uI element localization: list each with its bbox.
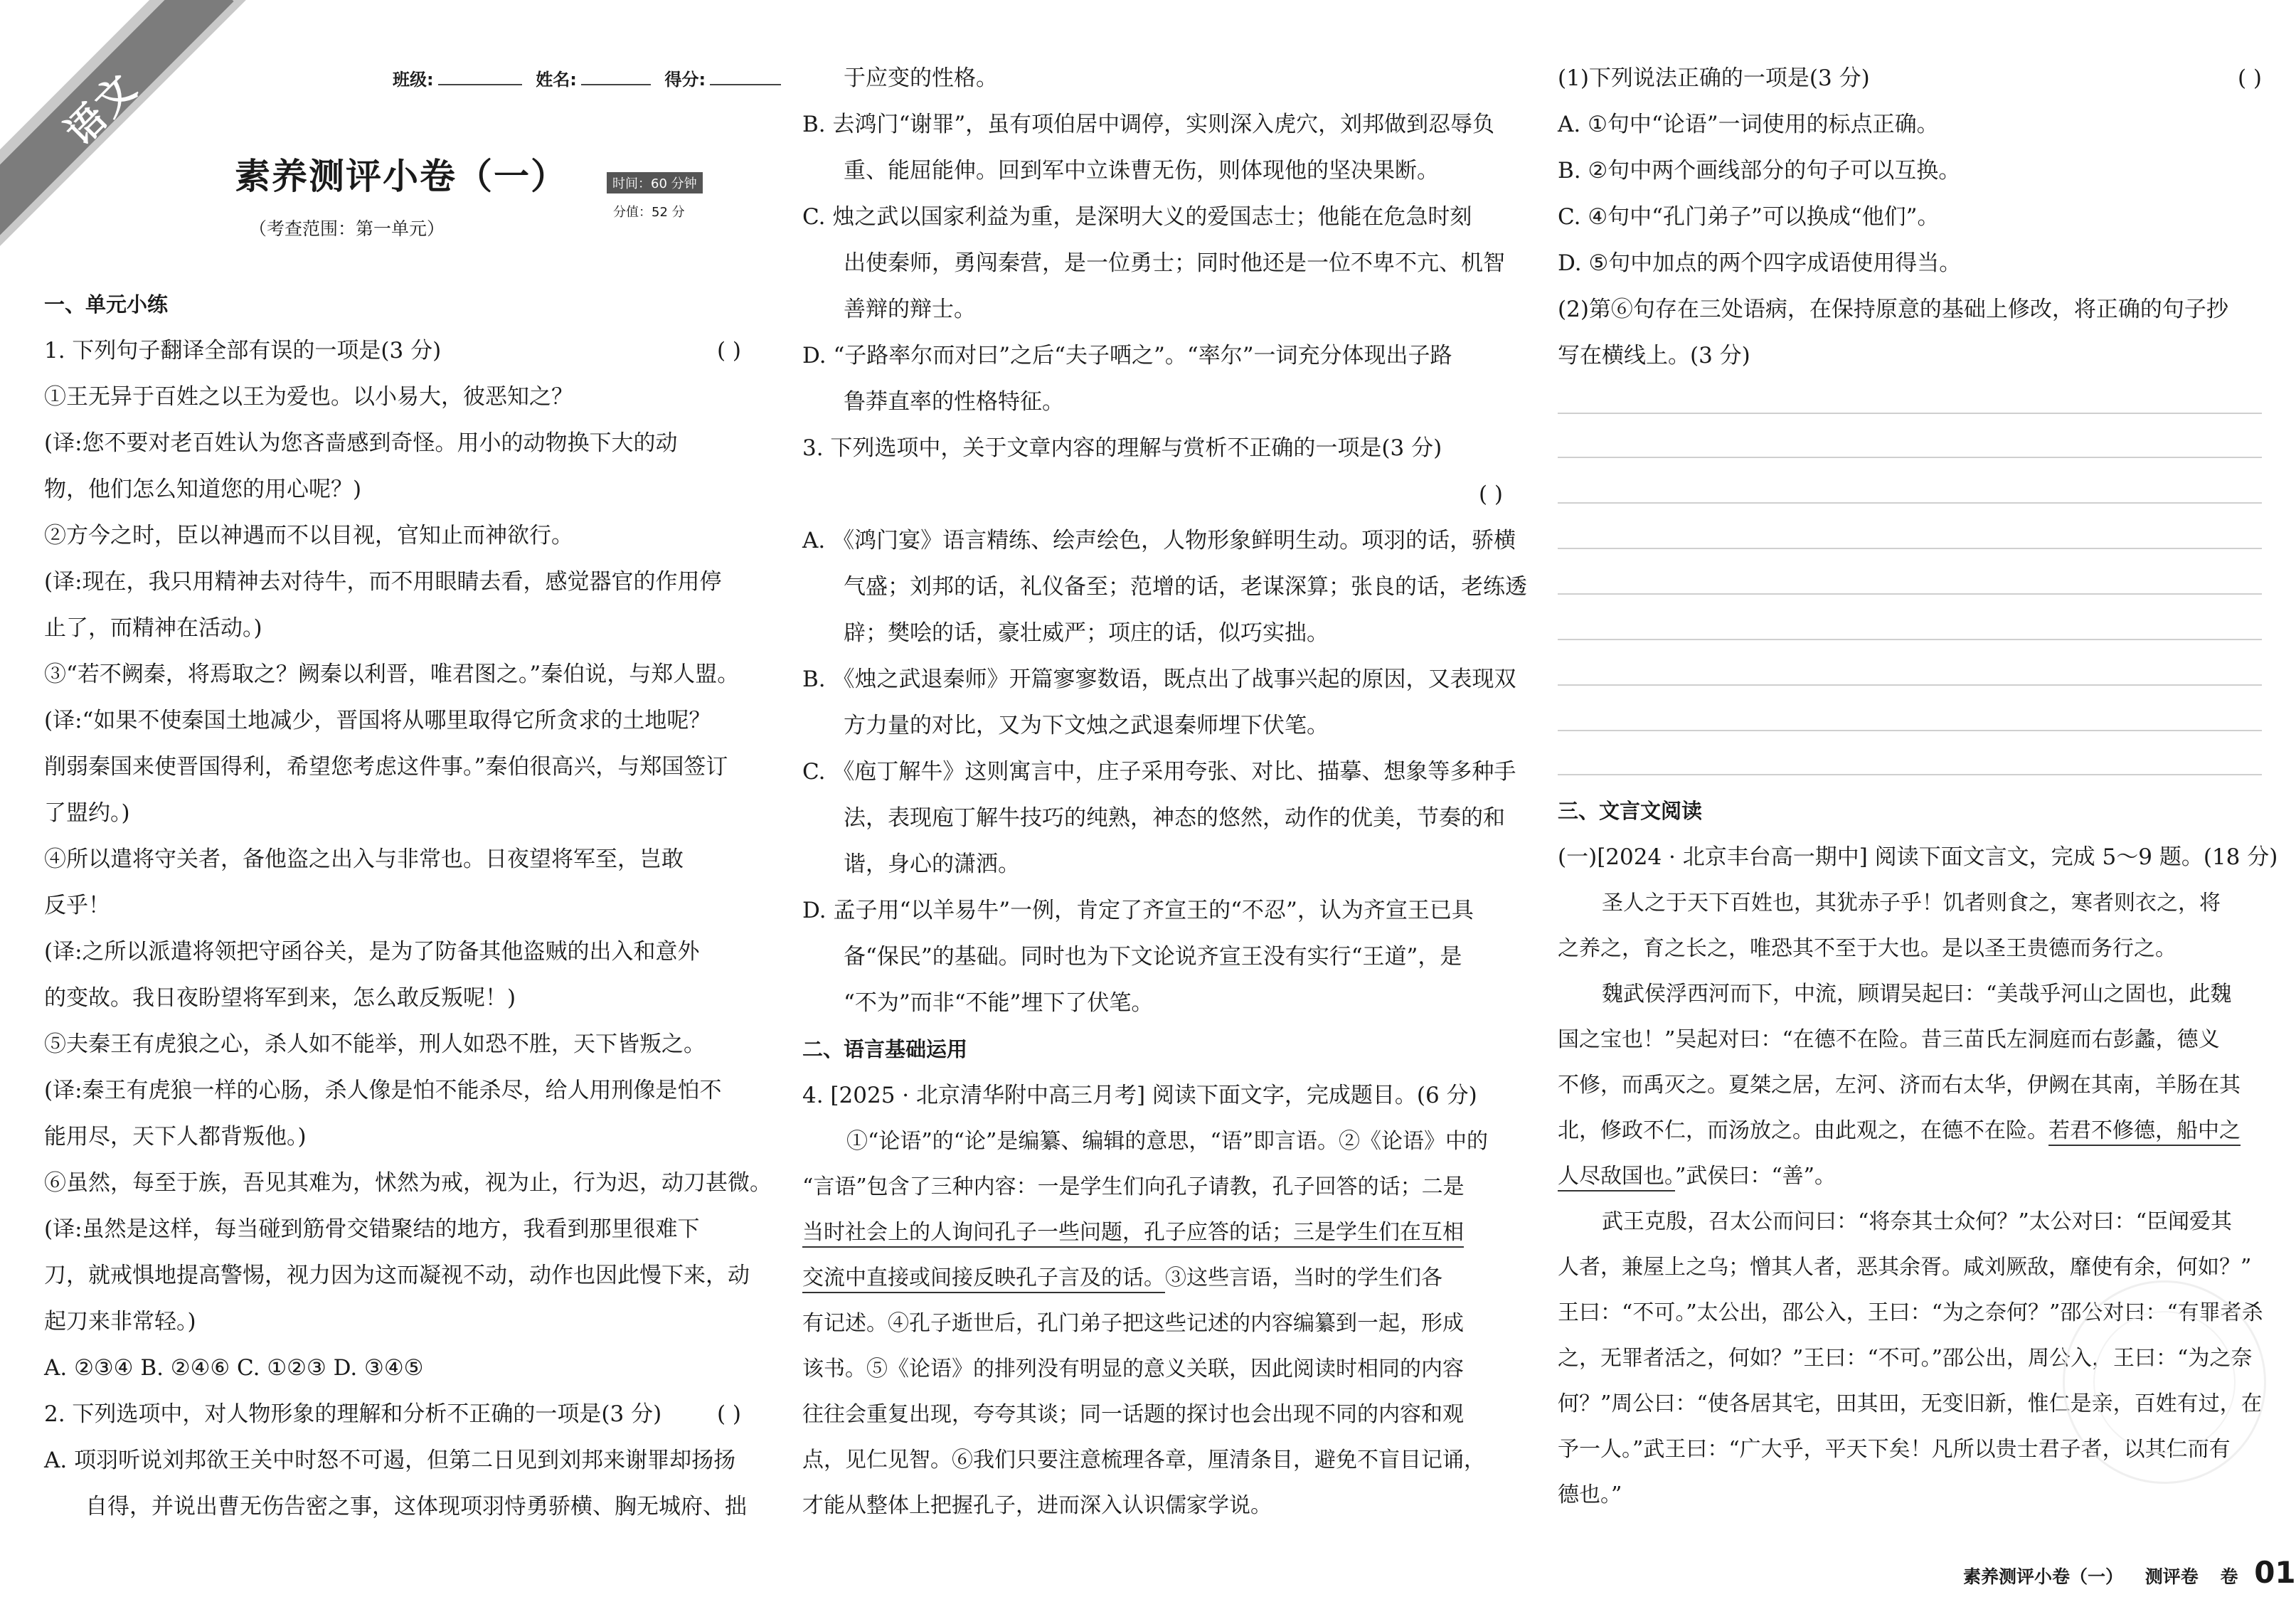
answer-paren[interactable]: ( ) xyxy=(1478,482,1503,507)
text-line: A. 《鸿门宴》语言精练、绘声绘色，人物形象鲜明生动。项羽的话，骄横 xyxy=(802,528,1516,553)
text-line: A. ①句中“论语”一词使用的标点正确。 xyxy=(1558,112,1939,137)
text-line: B. 去鸿门“谢罪”，虽有项伯居中调停，实则深入虎穴，刘邦做到忍辱负 xyxy=(802,112,1495,137)
exam-scope: （考查范围：第一单元） xyxy=(249,218,445,239)
answer-line[interactable] xyxy=(1558,639,2262,640)
text-line: (2)第⑥句存在三处语病，在保持原意的基础上修改，将正确的句子抄 xyxy=(1558,297,2228,322)
class-blank[interactable] xyxy=(438,84,522,85)
passage-line: 该书。⑤《论语》的排列没有明显的意义关联，因此阅读时相同的内容 xyxy=(802,1357,1464,1381)
passage-line: 才能从整体上把握孔子，进而深入认识儒家学说。 xyxy=(802,1493,1272,1518)
plain-text: ③这些言语，当时的学生们各 xyxy=(1165,1265,1442,1290)
paper-title: 素养测评小卷（一） xyxy=(235,156,568,197)
passage-line-underlined xyxy=(802,1256,1503,1301)
passage-line: 之，无罪者活之，何如？”王曰：“不可。”邵公出，周公入，王曰：“为之奈 xyxy=(1558,1346,2253,1371)
text-line: D. “子路率尔而对曰”之后“夫子哂之”。“率尔”一词充分体现出子路 xyxy=(802,343,1452,368)
text-line: (译:现在，我只用精神去对待牛，而不用眼睛去看，感觉器官的作用停 xyxy=(44,569,722,595)
plain-text: 北，修政不仁，而汤放之。由此观之，在德不在险。 xyxy=(1558,1118,2048,1143)
text-line: 起刀来非常轻。) xyxy=(44,1309,196,1334)
question-text: 1. 下列句子翻译全部有误的一项是(3 分) xyxy=(44,338,442,363)
text-line: ⑥虽然，每至于族，吾见其难为，怵然为戒，视为止，行为迟，动刀甚微。 xyxy=(44,1170,772,1196)
passage-line: 点，见仁见智。⑥我们只要注意梳理各章，厘清条目，避免不盲目记诵， xyxy=(802,1448,1485,1472)
underlined-text: 若君不修德，船中之 xyxy=(2048,1118,2241,1146)
text-line: 谐，身心的潇洒。 xyxy=(844,851,1020,877)
passage-line: 之养之，育之长之，唯恐其不至于大也。是以圣王贵德而务行之。 xyxy=(1558,936,2177,961)
text-line: 反乎！ xyxy=(44,893,110,918)
name-blank[interactable] xyxy=(581,84,651,85)
passage-line-underlined xyxy=(802,1210,1503,1256)
text-line: (译:虽然是这样，每当碰到筋骨交错聚结的地方，我看到那里很难下 xyxy=(44,1216,700,1242)
text-line: “不为”而非“不能”埋下了伏笔。 xyxy=(844,990,1154,1016)
time-badge: 时间：60 分钟 xyxy=(607,172,703,193)
section-heading: 一、单元小练 xyxy=(44,292,169,317)
subject-label: 语文 xyxy=(56,64,147,154)
passage-line: 予一人。”武王曰：“广大乎，平天下矣！凡所以贵士君子者，以其仁而有 xyxy=(1558,1437,2231,1462)
text-line: 法，表现庖丁解牛技巧的纯熟，神态的悠然，动作的优美，节奏的和 xyxy=(844,805,1505,831)
answer-line[interactable] xyxy=(1558,593,2262,595)
section-heading: 三、文言文阅读 xyxy=(1558,799,1703,823)
text-line: 鲁莽直率的性格特征。 xyxy=(844,389,1064,415)
column-3-top xyxy=(1558,55,2262,379)
text-line: ②方今之时，臣以神遇而不以目视，官知止而神欲行。 xyxy=(44,523,573,548)
text-line: ③“若不阙秦，将焉取之？阙秦以利晋，唯君图之。”秦伯说，与郑人盟。 xyxy=(44,662,740,687)
answer-line[interactable] xyxy=(1558,730,2262,731)
passage-line: 圣人之于天下百姓也，其犹赤子乎！饥者则食之，寒者则衣之，将 xyxy=(1602,891,2221,916)
answer-line[interactable] xyxy=(1558,684,2262,686)
question-line xyxy=(44,328,741,374)
text-line: B. ②句中两个画线部分的句子可以互换。 xyxy=(1558,158,1961,184)
question-line xyxy=(802,1073,1503,1119)
passage-line-underlined xyxy=(1558,1108,2262,1154)
text-line: (译:秦王有虎狼一样的心肠，杀人像是怕不能杀尽，给人用刑像是怕不 xyxy=(44,1078,722,1103)
text-line: 写在横线上。(3 分) xyxy=(1558,343,1750,368)
passage-line: 德也。” xyxy=(1558,1482,1622,1507)
score-label: 得分: xyxy=(664,70,706,90)
text-line: 物，他们怎么知道您的用心呢？) xyxy=(44,477,362,502)
question-line xyxy=(802,472,1503,518)
question-line xyxy=(1558,55,2262,102)
text-line: (一)[2024 · 北京丰台高一期中] 阅读下面文言文，完成 5～9 题。(18 分) xyxy=(1558,844,2278,870)
question-line xyxy=(44,1391,741,1438)
watermark-stamp xyxy=(2063,1280,2266,1484)
passage-line: 人者，兼屋上之乌；憎其人者，恶其余胥。咸刘厥敌，靡使有余，何如？” xyxy=(1558,1255,2252,1280)
passage-line: 往往会重复出现，夸夸其谈；同一话题的探讨也会出现不同的内容和观 xyxy=(802,1402,1464,1427)
text-line: C. ④句中“孔门弟子”可以换成“他们”。 xyxy=(1558,204,1940,230)
text-line: 方力量的对比，又为下文烛之武退秦师埋下伏笔。 xyxy=(844,713,1329,738)
text-line: 气盛；刘邦的话，礼仪备至；范增的话，老谋深算；张良的话，老练透 xyxy=(844,574,1527,600)
passage-line: 有记述。④孔子逝世后，孔门弟子把这些记述的内容编纂到一起，形成 xyxy=(802,1311,1464,1336)
passage-line: 国之宝也！”吴起对曰：“在德不在险。昔三苗氏左洞庭而右彭蠡，德义 xyxy=(1558,1027,2220,1052)
column-1 xyxy=(44,282,772,1530)
text-line: D. 孟子用“以羊易牛”一例，肯定了齐宣王的“不忍”，认为齐宣王已具 xyxy=(802,898,1474,923)
answer-paren[interactable]: ( ) xyxy=(2237,65,2262,91)
column-2 xyxy=(802,55,1527,1529)
plain-text: ”武侯曰：“善”。 xyxy=(1675,1164,1837,1189)
text-line: (译:之所以派遣将领把守函谷关，是为了防备其他盗贼的出入和意外 xyxy=(44,939,700,965)
underlined-text: 当时社会上的人询问孔子一些问题，孔子应答的话；三是学生们在互相 xyxy=(802,1220,1464,1248)
text-line: (译:“如果不使秦国土地减少，晋国将从哪里取得它所贪求的土地呢？ xyxy=(44,708,711,733)
text-line: 止了，而精神在活动。) xyxy=(44,615,262,641)
text-line: B. 《烛之武退秦师》开篇寥寥数语，既点出了战事兴起的原因，又表现双 xyxy=(802,667,1516,692)
page-footer xyxy=(1963,1555,2296,1590)
subject-corner-badge xyxy=(0,0,235,235)
text-line: 3. 下列选项中，关于文章内容的理解与赏析不正确的一项是(3 分) xyxy=(802,435,1442,461)
section-heading: 二、语言基础运用 xyxy=(802,1037,968,1061)
text-line: A. 项羽听说刘邦欲王关中时怒不可遏，但第二日见到刘邦来谢罪却扬扬 xyxy=(44,1448,736,1473)
name-label: 姓名: xyxy=(536,70,577,90)
text-line: 辟；樊哙的话，豪壮威严；项庄的话，似巧实拙。 xyxy=(844,620,1329,646)
footer-label-2: 卷 xyxy=(2220,1566,2238,1587)
question-text: 2. 下列选项中，对人物形象的理解和分析不正确的一项是(3 分) xyxy=(44,1401,662,1427)
text-line: (译:您不要对老百姓认为您吝啬感到奇怪。用小的动物换下大的动 xyxy=(44,430,678,456)
answer-line[interactable] xyxy=(1558,774,2262,775)
class-label: 班级: xyxy=(393,70,434,90)
text-line: 善辩的辩士。 xyxy=(844,297,976,322)
text-line: C. 烛之武以国家利益为重，是深明大义的爱国志士；他能在危急时刻 xyxy=(802,204,1472,230)
page-number: 01 xyxy=(2254,1555,2296,1590)
score-blank[interactable] xyxy=(710,84,781,85)
text-line: 削弱秦国来使晋国得利，希望您考虑这件事。”秦伯很高兴，与郑国签订 xyxy=(44,754,728,780)
text-line: 备“保民”的基础。同时也为下文论说齐宣王没有实行“王道”，是 xyxy=(844,944,1462,970)
student-info-line xyxy=(393,65,790,90)
text-line: 自得，并说出曹无伤告密之事，这体现项羽恃勇骄横、胸无城府、拙 xyxy=(85,1494,747,1519)
answer-line[interactable] xyxy=(1558,548,2262,549)
passage-line-underlined xyxy=(1558,1154,2262,1199)
score-total: 分值：52 分 xyxy=(613,205,685,220)
text-line: 刀，就戒惧地提高警惕，视力因为这而凝视不动，动作也因此慢下来，动 xyxy=(44,1263,750,1288)
passage-line: 何？”周公曰：“使各居其宅，田其田，无变旧新，惟仁是亲，百姓有过，在 xyxy=(1558,1391,2263,1416)
text-line: ④所以遣将守关者，备他盗之出入与非常也。日夜望将军至，岂敢 xyxy=(44,847,684,872)
footer-title: 素养测评小卷（一） xyxy=(1963,1566,2124,1587)
text-line: D. ⑤句中加点的两个四字成语使用得当。 xyxy=(1558,250,1962,276)
text-line: 能用尽，天下人都背叛他。) xyxy=(44,1124,307,1150)
answer-line[interactable] xyxy=(1558,457,2262,458)
text-line: ⑤夫秦王有虎狼之心，杀人如不能举，刑人如恐不胜，天下皆叛之。 xyxy=(44,1031,706,1057)
question-text: (1)下列说法正确的一项是(3 分) xyxy=(1558,65,1870,91)
answer-paren[interactable]: ( ) xyxy=(716,1401,741,1427)
passage-line: 王曰：“不可。”太公出，邵公入，王曰：“为之奈何？”邵公对曰：“有罪者杀 xyxy=(1558,1300,2263,1325)
text-line: C. 《庖丁解牛》这则寓言中，庄子采用夸张、对比、描摹、想象等多种手 xyxy=(802,759,1516,785)
answer-line[interactable] xyxy=(1558,413,2262,414)
text-line: 重、能屈能伸。回到军中立诛曹无伤，则体现他的坚决果断。 xyxy=(844,158,1439,184)
text-line: 出使秦师，勇闯秦营，是一位勇士；同时他还是一位不卑不亢、机智 xyxy=(844,250,1505,276)
underlined-text: 交流中直接或间接反映孔子言及的话。 xyxy=(802,1265,1165,1293)
passage-line: “言语”包含了三种内容：一是学生们向孔子请教，孔子回答的话；二是 xyxy=(802,1174,1465,1199)
passage-line: 武王克殷，召太公而问曰：“将奈其士众何？”太公对曰：“臣闻爱其 xyxy=(1602,1209,2233,1234)
passage-line: ①“论语”的“论”是编纂、编辑的意思，“语”即言语。②《论语》中的 xyxy=(846,1129,1489,1154)
question-text: 4. [2025 · 北京清华附中高三月考] 阅读下面文字，完成题目。(6 分) xyxy=(802,1083,1477,1108)
answer-paren[interactable]: ( ) xyxy=(716,338,741,363)
text-line: ①王无异于百姓之以王为爱也。以小易大，彼恶知之？ xyxy=(44,384,573,410)
text-line: 的变故。我日夜盼望将军到来，怎么敢反叛呢！) xyxy=(44,985,516,1011)
text-line: 了盟约。) xyxy=(44,800,130,826)
text-line: 于应变的性格。 xyxy=(844,65,998,91)
text-line: A. ②③④ B. ②④⑥ C. ①②③ D. ③④⑤ xyxy=(44,1355,424,1381)
answer-line[interactable] xyxy=(1558,502,2262,504)
footer-label: 测评卷 xyxy=(2144,1566,2199,1587)
underlined-text: 人尽敌国也。 xyxy=(1558,1164,1675,1192)
passage-line: 魏武侯浮西河而下，中流，顾谓吴起曰：“美哉乎河山之固也，此魏 xyxy=(1602,982,2232,1007)
passage-line: 不修，而禹灭之。夏桀之居，左河、济而右太华，伊阙在其南，羊肠在其 xyxy=(1558,1073,2241,1098)
